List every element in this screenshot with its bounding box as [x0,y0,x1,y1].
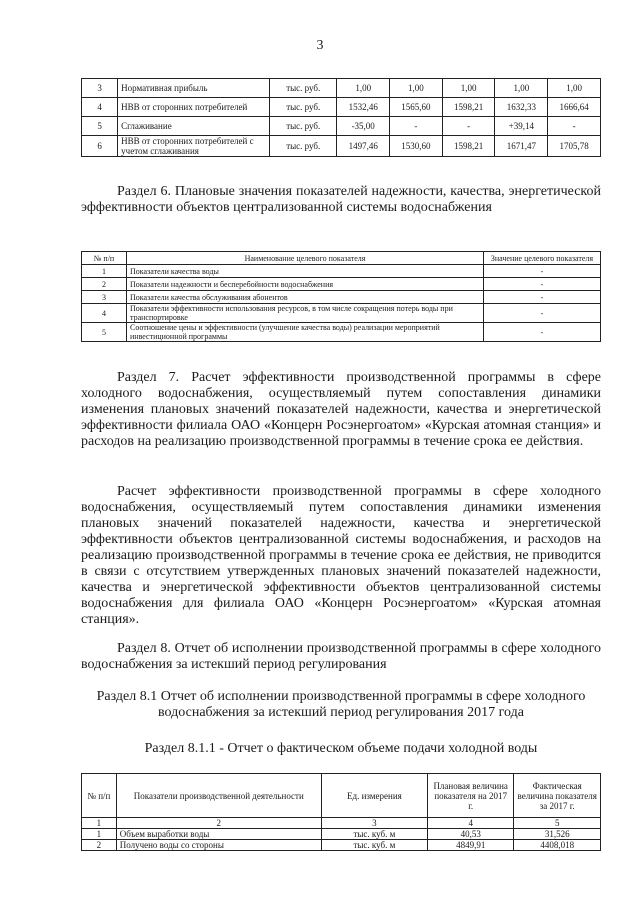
t3-index-cell: 3 [321,818,427,829]
t1-name-cell: НВВ от сторонних потребителей [118,98,270,117]
t1-num-cell: 3 [82,79,118,98]
target-indicators-table [81,251,601,342]
t1-value-cell: 1666,64 [548,98,601,117]
table-row [82,304,601,323]
section-8-1-1-heading: Раздел 8.1.1 - Отчет о фактическом объеме подачи холодной воды [144,741,538,756]
t2-name-cell: Показатели надежности и бесперебойности водоснабжения [127,278,484,291]
t2-name-cell: Показатели качества воды [127,265,484,278]
table-row [82,278,601,291]
t1-unit-cell: тыс. руб. [270,136,337,157]
t2-name-cell: Показатели качества обслуживания абонентов [127,291,484,304]
t3-header-fact: Фактическая величина показателя за 2017 г. [514,774,601,818]
t3-index-cell: 1 [82,818,117,829]
t1-unit-cell: тыс. руб. [270,117,337,136]
t3-plan-cell: 4849,91 [427,840,513,851]
index-row [82,818,601,829]
t3-index-cell: 4 [427,818,513,829]
t1-value-cell: 1,00 [495,79,548,98]
table-row [82,98,601,117]
table-row [82,291,601,304]
table-row [82,323,601,342]
t2-name-cell: Соотношение цены и эффективности (улучшение качества воды) реализации мероприятий инвестиционной программы [127,323,484,342]
t1-value-cell: 1598,21 [442,136,495,157]
t3-header-name: Показатели производственной деятельности [116,774,321,818]
t2-value-cell: - [484,265,601,278]
t1-value-cell: 1705,78 [548,136,601,157]
t1-value-cell: 1532,46 [337,98,390,117]
t1-value-cell: 1671,47 [495,136,548,157]
t3-fact-cell: 4408,018 [514,840,601,851]
t2-header-name: Наименование целевого показателя [127,252,484,265]
t3-header-plan: Плановая величина показателя на 2017 г. [427,774,513,818]
t1-value-cell: 1,00 [337,79,390,98]
t2-num-cell: 5 [82,323,127,342]
section-6-heading: Раздел 6. Плановые значения показателей надежности, качества, энергетической эффективности объектов централизованной системы водоснабжения [81,184,601,215]
table-row [82,840,601,851]
t3-fact-cell: 31,526 [514,829,601,840]
t1-num-cell: 6 [82,136,118,157]
t3-plan-cell: 40,53 [427,829,513,840]
t1-value-cell: - [548,117,601,136]
t2-num-cell: 2 [82,278,127,291]
t3-unit-cell: тыс. куб. м [321,829,427,840]
t1-unit-cell: тыс. руб. [270,98,337,117]
table-row [82,136,601,157]
t2-value-cell: - [484,304,601,323]
t1-value-cell: 1632,33 [495,98,548,117]
t1-value-cell: 1497,46 [337,136,390,157]
t2-header-value: Значение целевого показателя [484,252,601,265]
t1-value-cell: - [390,117,443,136]
section-8-1-heading: Раздел 8.1 Отчет об исполнении производственной программы в сфере холодного водоснабжения за истекший период регулирования 2017 года [96,689,586,720]
t2-header-num: № п/п [82,252,127,265]
t1-unit-cell: тыс. руб. [270,79,337,98]
section-8-heading: Раздел 8. Отчет об исполнении производственной программы в сфере холодного водоснабжения за истекший период регулирования [81,641,601,672]
t1-num-cell: 4 [82,98,118,117]
t1-value-cell: - [442,117,495,136]
t1-value-cell: 1530,60 [390,136,443,157]
t1-value-cell: -35,00 [337,117,390,136]
t1-value-cell: +39,14 [495,117,548,136]
t1-name-cell: НВВ от сторонних потребителей с учетом сглаживания [118,136,270,157]
table-row [82,79,601,98]
t2-num-cell: 1 [82,265,127,278]
t2-value-cell: - [484,278,601,291]
t3-unit-cell: тыс. куб. м [321,840,427,851]
t1-value-cell: 1,00 [390,79,443,98]
t2-value-cell: - [484,291,601,304]
t3-name-cell: Получено воды со стороны [116,840,321,851]
t3-index-cell: 2 [116,818,321,829]
tariff-table [81,78,601,157]
t3-index-cell: 5 [514,818,601,829]
t1-value-cell: 1,00 [442,79,495,98]
t3-header-num: № п/п [82,774,117,818]
table-row [82,829,601,840]
t3-header-unit: Ед. измерения [321,774,427,818]
table-row [82,117,601,136]
t3-num-cell: 2 [82,840,117,851]
t1-value-cell: 1598,21 [442,98,495,117]
section-7-heading: Раздел 7. Расчет эффективности производственной программы в сфере холодного водоснабжения, осуществляемый путем сопоставления динамики изменения плановых значений показателей надежности, качества и энергетической эффективности филиала ОАО «Концерн Росэнергоатом» «Курская атомная станция» и расходов на реализацию производственной программы в течение срока ее действия. [81,370,601,449]
t1-value-cell: 1565,60 [390,98,443,117]
t3-name-cell: Объем выработки воды [116,829,321,840]
t1-name-cell: Нормативная прибыль [118,79,270,98]
t1-num-cell: 5 [82,117,118,136]
t1-name-cell: Сглаживание [118,117,270,136]
t2-num-cell: 4 [82,304,127,323]
t1-value-cell: 1,00 [548,79,601,98]
t2-name-cell: Показатели эффективности использования ресурсов, в том числе сокращения потерь воды при транспортировке [127,304,484,323]
t2-num-cell: 3 [82,291,127,304]
page-number: 3 [316,38,324,53]
table-row [82,265,601,278]
t3-num-cell: 1 [82,829,117,840]
water-supply-report-table [81,773,601,851]
section-7-body: Расчет эффективности производственной программы в сфере холодного водоснабжения, осуществляемый путем сопоставления динамики изменения плановых значений показателей надежности, качества и энергетической эффективности объектов централизованной системы водоснабжения, и расходов на реализацию производственной программы в течение срока ее действия, не приводится в связи с отсутствием утвержденных плановых значений показателей надежности, качества и энергетической эффективности объектов централизованной системы водоснабжения для филиала ОАО «Концерн Росэнергоатом» «Курская атомная станция». [81,484,601,627]
t2-value-cell: - [484,323,601,342]
